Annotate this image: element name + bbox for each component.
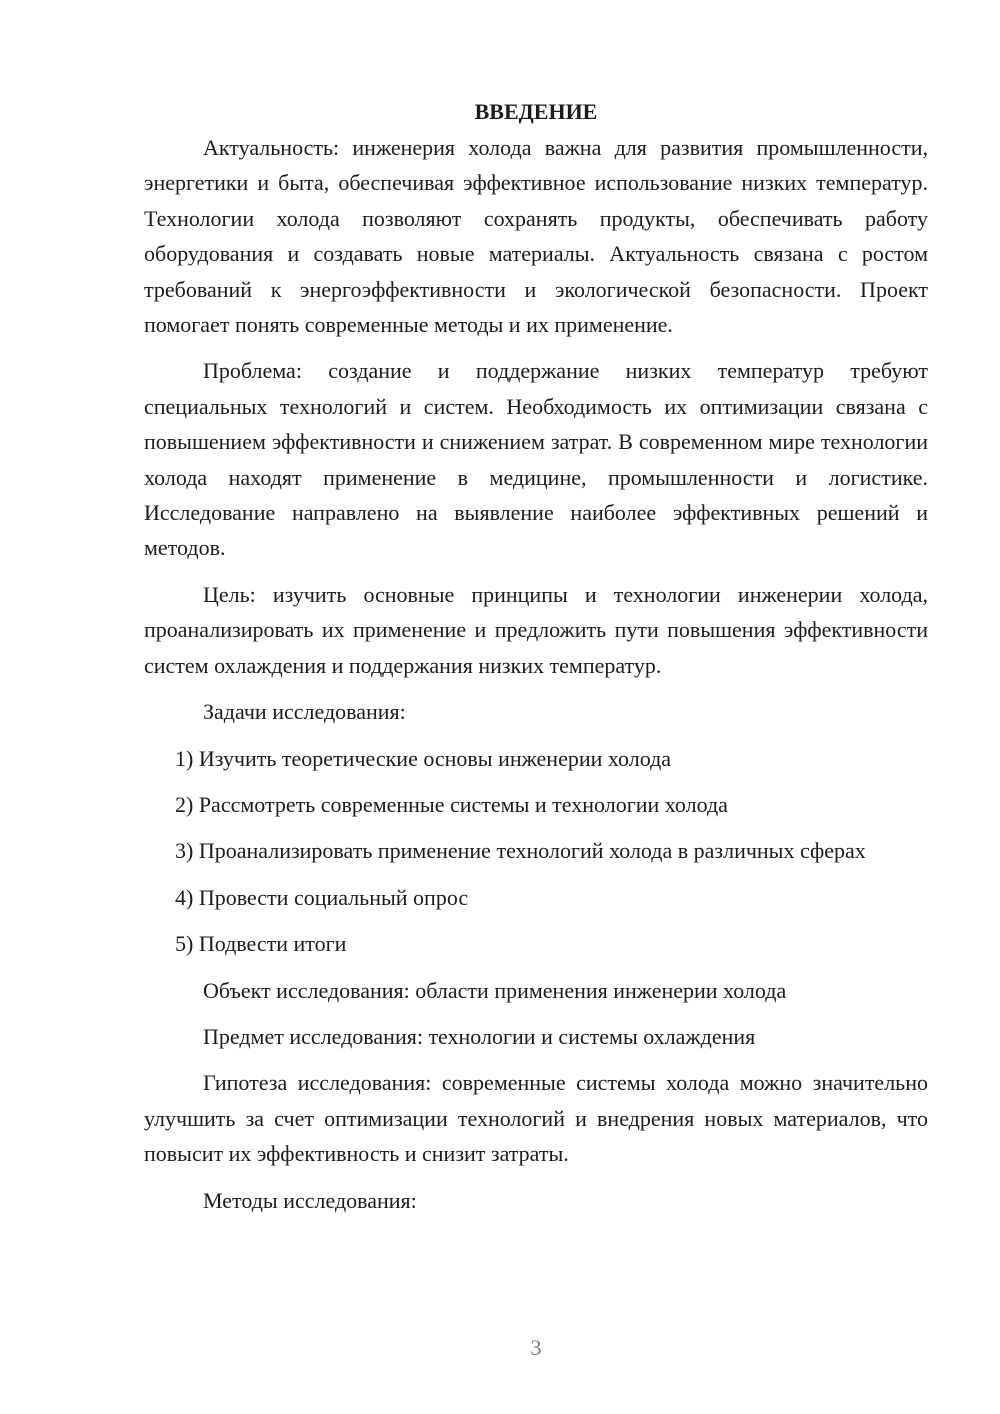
paragraph-goal: Цель: изучить основные принципы и технологии инженерии холода, проанализировать их применение и предложить пути повышения эффективности систем охлаждения и поддержания низких температур. xyxy=(144,581,928,678)
research-subject: Предмет исследования: технологии и системы охлаждения xyxy=(203,1023,756,1049)
research-hypothesis: Гипотеза исследования: современные системы холода можно значительно улучшить за счет оптимизации технологий и внедрения новых материалов, что повысит их эффективность и снизит затраты. xyxy=(144,1070,928,1167)
paragraph-actuality: Актуальность: инженерия холода важна для развития промышленности, энергетики и быта, обеспечивая эффективное использование низких температур. Технологии холода позволяют сохранять продукты, обеспечивать работу оборудования и создавать новые материалы. Актуальность связана с ростом требований к энергоэффективности и экологической безопасности. Проект помогает понять современные методы и их применение. xyxy=(144,135,928,338)
task-item: 3) Проанализировать применение технологий холода в различных сферах xyxy=(175,838,866,864)
task-item: 4) Провести социальный опрос xyxy=(175,884,469,910)
research-object: Объект исследования: области применения инженерии холода xyxy=(203,977,787,1003)
task-item: 2) Рассмотреть современные системы и технологии холода xyxy=(175,791,728,817)
tasks-heading: Задачи исследования: xyxy=(203,699,406,725)
methods-heading: Методы исследования: xyxy=(203,1187,417,1213)
paragraph-problem: Проблема: создание и поддержание низких температур требуют специальных технологий и систем. Необходимость их оптимизации связана с повышением эффективности и снижением затрат. В современном мире технологии холода находят применение в медицине, промышленности и логистике. Исследование направлено на выявление наиболее эффективных решений и методов. xyxy=(144,358,928,561)
task-item: 5) Подвести итоги xyxy=(175,931,347,957)
page-title: ВВЕДЕНИЕ xyxy=(474,99,598,124)
page-number: 3 xyxy=(530,1335,542,1360)
task-item: 1) Изучить теоретические основы инженерии холода xyxy=(175,745,672,771)
page-content xyxy=(144,94,928,1229)
